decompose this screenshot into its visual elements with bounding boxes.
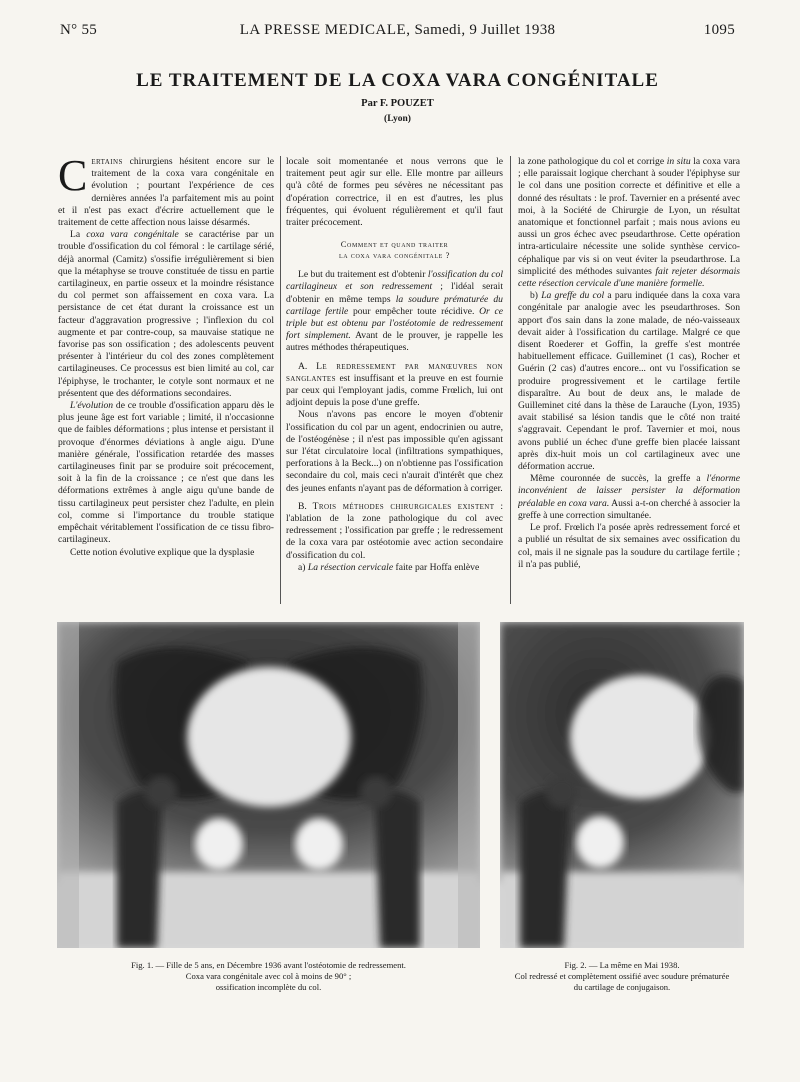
paragraph-text: ; l'idéal serait d'obtenir en même temps (286, 281, 503, 305)
paragraph-text: B. (298, 500, 313, 512)
issue-date: Samedi, 9 Juillet 1938 (414, 22, 556, 38)
italic-text: in situ (666, 156, 691, 167)
figure-2-xray (500, 622, 744, 948)
italic-text: Or ce triple but est obtenu par l'ostéotomie de redressement fort simplement. (286, 305, 503, 342)
paragraph-text: b) (530, 290, 542, 302)
paragraph-text: : l'ablation de la zone pathologique du col avec redressement ; l'ossification par greffe ; le redressement de la coxa vara par ostéotomie avec action secondaire d'ossification du col. (286, 500, 503, 561)
paragraph-text: Même couronnée de succès, la greffe a (530, 473, 707, 485)
header-center (60, 22, 735, 39)
caption-line: Coxa vara congénitale avec col à moins de 90° ; (185, 971, 352, 981)
italic-text: La résection cervicale (307, 561, 394, 573)
paragraph-text: se caractérise par un trouble d'ossification du col fémoral : le cartilage sérié, déjà anormal (Camitz) s'ossifie irrégulièrement si bien que la métaphyse se trouve constituée de tissu en partie cartilagineux, en partie osseux et la moindre résistance du col permet son affaissement en coxa vara. La persistance de cet état durant la croissance est un facteur d'aggravation progressive ; l'inflexion du col augmente et par contre-coup, sa mauvaise statique ne favorise pas son ossification ; des adolescents peuvent présenter à l'intérieur du col des zones complètement cartilagineuses. Ce processus est bien limité au col, car l'épiphyse, le trochanter, le cotyle sont normaux et ne présentent que des déformations secondaires. (58, 229, 274, 399)
paragraph: locale soit momentanée et nous verrons que le traitement peut agir sur elle. Elle montre par ailleurs qu'à côté de formes peu sévères ne nécessitant pas d'opération correctrice, il en est d'autres, les plus fréquentes, qui évoluent régulièrement et qu'il faut traiter précocement. (286, 156, 503, 229)
text-column-3 (518, 156, 740, 604)
caption-line: ossification incomplète du col. (215, 982, 322, 992)
hip-xray-image (500, 622, 744, 948)
caption-line: Fig. 1. — Fille de 5 ans, en Décembre 1936 avant l'ostéotomie de redressement. (131, 960, 406, 970)
paragraph (286, 269, 503, 354)
paragraph-text: a paru indiquée dans la coxa vara congénitale par analogie avec les pseudarthroses. Son apport d'os sain dans la zone malade, de néo-vaisseaux devait aider à l'ossification du cartilage. Malgré ce que disent Roederer et Goffin, la greffe s'est montrée habituellement efficace. Guilleminet (1 cas), Rocher et Guérin (2 cas) d'autres encore... ont vu l'ossification se produire progressivement et le cartilage fertile disparaître. Au bout de deux ans, le malade de Guilleminet cité dans la thèse de Larauche (Lyon, 1935) avait stabilisé sa lésion tandis que le côté non traité s'aggravait. Cependant le prof. Tavernier et moi, nous avons publié un échec d'une greffe bien placée laissant après dix-huit mois un col cartilagineux avec une déformation accrue. (518, 290, 740, 473)
paragraph (58, 229, 274, 400)
paragraph (286, 562, 503, 574)
article-byline: Par F. POUZET (361, 98, 434, 109)
paragraph (286, 361, 503, 410)
paragraph-text: Avant de le prouver, je rappelle les autres méthodes thérapeutiques. (286, 330, 503, 354)
column-rule (280, 156, 281, 604)
column-rule (510, 156, 511, 604)
paragraph-text: A. (298, 360, 317, 372)
figure-1-caption (57, 960, 480, 993)
page-number: 1095 (703, 22, 735, 38)
paragraph-text: est insuffisant et la preuve en est fournie par ceux qui l'employant jadis, comme Frœlich, lui ont adjoint depuis la pose d'une greffe. (286, 372, 503, 409)
italic-text: la soudure prématurée du cartilage fertile (286, 293, 503, 317)
paragraph-text: La (70, 229, 87, 241)
small-caps-text: ertains (91, 156, 123, 167)
running-header (60, 22, 735, 42)
paragraph-text: la coxa vara ; elle paraissait logique cherchant à souder l'épiphyse sur le col dans une position correcte et définitive et elle a donné des résultats : le prof. Tavernier en a présenté avec moi, à la Société de Chirurgie de Lyon, un résultat anatomique et fonctionnel parfait ; mais nous avions eu aussi un gros échec avec pseudarthrose. Cette opération intra-articulaire nécessite une solide synthèse cervico-céphalique par vis si on veut éviter la pseudarthrose. La simplicité des méthodes suivantes (518, 156, 740, 277)
figure-2-caption (500, 960, 744, 993)
paragraph: Nous n'avons pas encore le moyen d'obtenir l'ossification du col par un agent, endocrinien ou autre, de l'ostéogénèse ; il n'est pas impossible qu'en agissant sur l'état circulatoire local (infiltrations sympathiques, perforations à la Beck...) on n'obtienne pas l'ossification secondaire du col, mais ceci n'aurait d'intérêt que chez des jeunes enfants n'ayant pas de déformation à corriger. (286, 409, 503, 494)
heading-line: Comment et quand traiter (340, 239, 449, 250)
text-column-1 (58, 156, 274, 604)
caption-line: du cartilage de conjugaison. (573, 982, 671, 992)
paragraph (58, 400, 274, 546)
figure-1-xray (57, 622, 480, 948)
paragraph (518, 473, 740, 522)
paragraph-text: chirurgiens hésitent encore sur le traitement de la coxa vara congénitale en évolution ; pourtant l'expérience de ces dernières années l'a parfaitement mis au point et il n'est pas exact d'écrire actuellement que le traitement de cette affection nous laisse désarmés. (58, 156, 274, 229)
article-location: (Lyon) (384, 114, 411, 124)
paragraph (518, 156, 740, 290)
paragraph-text: de ce trouble d'ossification apparu dès le plus jeune âge est fort variable ; limité, il n'occasionne que de faibles déformations ; plus intense et persistant il provoque d'énormes déviations à angle aigu. D'une manière générale, l'ossification retardée des masses cartilagineuses finit par se produire soit précocement, soit à la fin de la croissance ; ce n'est que dans les déformations extrêmes à angle aigu qu'une bande de tissu cartilagineux peut persister chez l'adulte, en plein col, comme si l'importance du trouble statique empêchait véritablement l'ossification de ce tissu fibro-cartilagineux. (58, 400, 274, 546)
paragraph: Le prof. Frœlich l'a posée après redressement forcé et a publié un résultat de six semaines avec ossification du col, mais il ne signale pas la soudure du cartilage fertile ; il n'a pas publié, (518, 522, 740, 570)
caption-line: Col redressé et complètement ossifié avec soudure prématurée (514, 971, 730, 981)
issue-number: N° 55 (60, 22, 98, 38)
paragraph: Cette notion évolutive explique que la dysplasie (70, 546, 255, 558)
text-column-2 (286, 156, 503, 604)
italic-text: coxa vara congénitale (86, 229, 179, 241)
paragraph-text: Aussi a-t-on cherché à associer la greffe à une correction simultanée. (518, 497, 740, 521)
journal-name: LA PRESSE MEDICALE, (239, 22, 411, 38)
italic-text: L'évolution (70, 400, 114, 412)
caption-line: Fig. 2. — La même en Mai 1938. (564, 960, 680, 970)
italic-text: l'énorme inconvénient de laisser persister la déformation préalable en coxa vara. (518, 473, 740, 509)
paragraph-text: la zone pathologique du col et corrige (518, 156, 667, 167)
pelvis-xray-image (57, 622, 480, 948)
heading-line: la coxa vara congénitale ? (338, 250, 451, 261)
small-caps-text: Le redressement par manœuvres non sanglantes (286, 360, 503, 384)
paragraph (58, 156, 274, 229)
article-title: LE TRAITEMENT DE LA COXA VARA CONGÉNITALE (136, 70, 659, 91)
paragraph-text: Le but du traitement est d'obtenir (298, 269, 428, 281)
paragraph-text: a) (298, 561, 308, 573)
paragraph-text: pour empêcher toute récidive. (348, 305, 480, 317)
paragraph (518, 290, 740, 473)
italic-text: fait rejeter désormais cette résection cervicale d'une manière formelle. (518, 265, 740, 290)
paragraph-text: faite par Hoffa enlève (393, 561, 480, 573)
drop-cap: C (58, 156, 88, 200)
paragraph (286, 501, 503, 562)
section-heading (286, 239, 503, 261)
small-caps-text: Trois méthodes chirurgicales existent (312, 500, 495, 512)
italic-text: La greffe du col (541, 290, 605, 302)
italic-text: l'ossification du col cartilagineux et son redressement (286, 269, 503, 293)
